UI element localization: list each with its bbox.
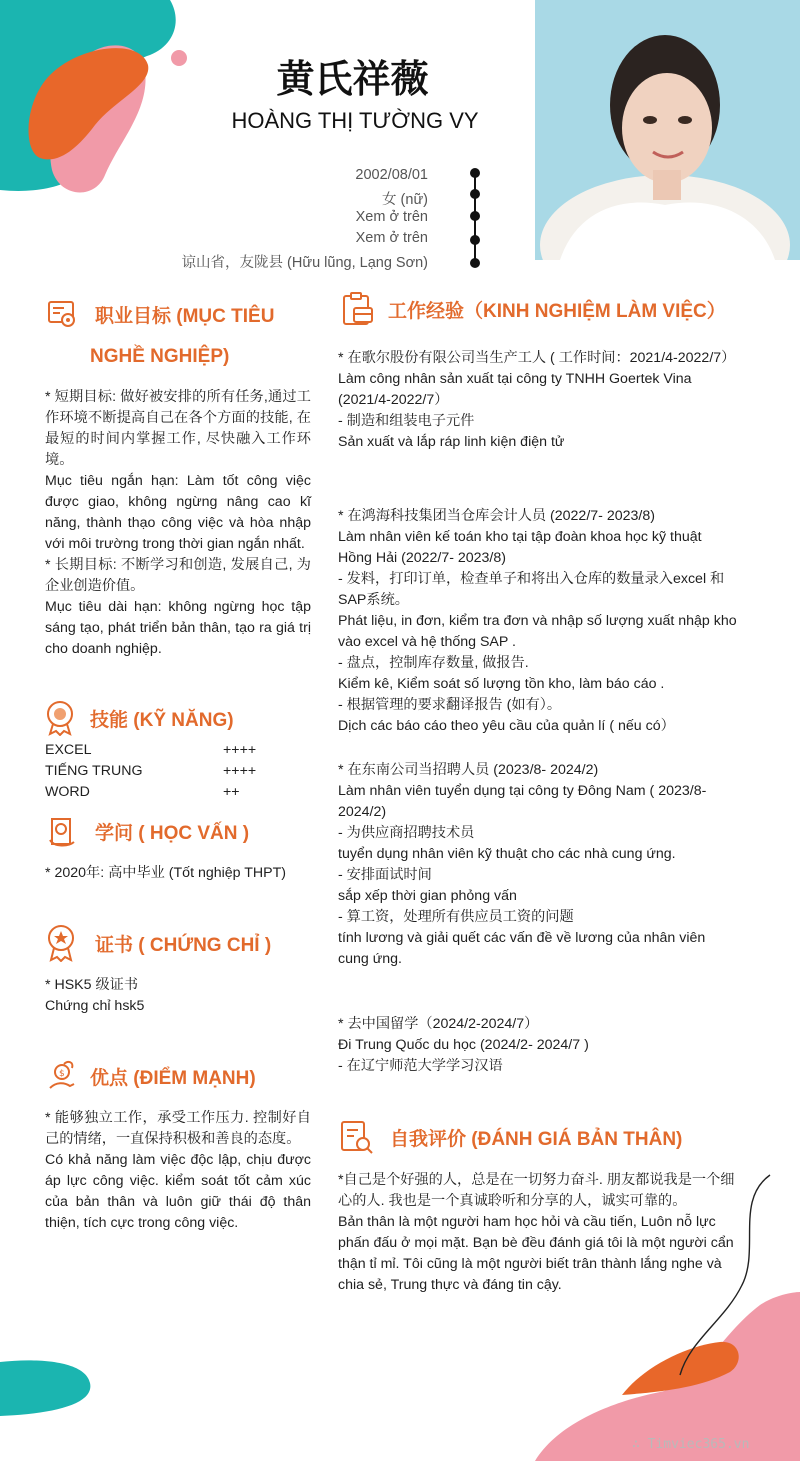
experience-job: * 在歌尔股份有限公司当生产工人 ( 工作时间：2021/4-2022/7） Làm công nhân sản xuất tại công ty TNHH Goertek Vina (2021/4-2022/7） - 制造和组装电子元件 Sản xuất và lắp ráp linh kiện điện tử xyxy=(338,350,736,450)
teal-blob-bottom xyxy=(0,1360,90,1416)
education-text: * 2020年: 高中毕业 (Tốt nghiệp THPT) xyxy=(45,865,287,881)
pink-dot xyxy=(171,50,187,66)
timeline-dot xyxy=(470,211,480,221)
self-review-icon xyxy=(338,1118,374,1156)
svg-text:$: $ xyxy=(59,1069,65,1079)
timeline-dot xyxy=(470,189,480,199)
experience-title: 工作经验（KINH NGHIỆM LÀM VIỆC） xyxy=(388,301,726,322)
info-email: Xem ở trên xyxy=(355,230,428,246)
info-birthdate: 2002/08/01 xyxy=(355,167,428,183)
skill-row: TIẾNG TRUNG ++++ xyxy=(45,763,257,779)
timeline-dot xyxy=(470,258,480,268)
briefcase-clipboard-icon xyxy=(340,290,376,328)
objective-title-line2: NGHỀ NGHIỆP) xyxy=(90,346,230,367)
skills-title: 技能 (KỸ NĂNG) xyxy=(90,710,234,731)
hand-coin-icon xyxy=(46,1058,78,1096)
strengths-text: * 能够独立工作，承受工作压力. 控制好自己的情绪，一直保持积极和善良的态度。 Có khả năng làm việc độc lập, chịu được áp lực công việc. kiểm soát tốt cảm xúc của bản thân và luôn giữ thái độ thân thiện, tích cực trong công việc. xyxy=(45,1110,311,1231)
certificate-medal-icon xyxy=(45,924,77,962)
timeline-dot xyxy=(470,168,480,178)
education-title: 学问 ( HỌC VẤN ) xyxy=(95,823,250,844)
info-address: 谅山省，友陇县 (Hữu lũng, Lạng Sơn) xyxy=(181,255,428,271)
timeline-dot xyxy=(470,235,480,245)
name-vietnamese: HOÀNG THỊ TƯỜNG VY xyxy=(231,108,479,133)
experience-job: * 去中国留学（2024/2-2024/7） Đi Trung Quốc du học (2024/2- 2024/7 ) - 在辽宁师范大学学习汉语 xyxy=(338,1016,589,1074)
self-evaluation-text: *自己是个好强的人，总是在一切努力奋斗. 朋友都说我是一个细心的人. 我也是一个真诚聆听和分享的人，诚实可靠的。 Bản thân là một người ham học hỏi và cầu tiến, Luôn nỗ lực phấn đấu ở mọi mặt. Bạn bè đều đánh giá tôi là một người cẩn thận tỉ mỉ. Tôi cũng là một người biết trân thành lắng nghe và chia sẻ, Trung thực và đáng tin cậy. xyxy=(338,1172,735,1293)
skill-row: WORD ++ xyxy=(45,784,240,800)
diploma-icon xyxy=(46,816,78,850)
strengths-title: 优点 (ĐIỂM MẠNH) xyxy=(90,1068,256,1089)
objective-title-line1: 职业目标 (MỤC TIÊU xyxy=(95,306,275,327)
certificates-title: 证书 ( CHỨNG CHỈ ) xyxy=(95,935,272,956)
experience-job: * 在鸿海科技集团当仓库会计人员 (2022/7- 2023/8) Làm nhân viên kế toán kho tại tập đoàn khoa học kỹ thuật Hồng Hải (2022/7- 2023/8) - 发料，打印订单，检查单子和将出入仓库的数量录入excel 和SAP系统。 Phát liệu, in đơn, kiểm tra đơn và nhập số lượng xuất nhập kho vào excel và hệ thống SAP . - 盘点，控制库存数量, 做报告. Kiểm kê, Kiểm soát số lượng tồn kho, làm báo cáo . - 根据管理的要求翻译报告 (如有）。 Dịch các báo cáo theo yêu cầu của quản lí ( nếu có） xyxy=(338,508,737,734)
name-chinese: 黄氏祥薇 xyxy=(276,57,429,101)
self-evaluation-title: 自我评价 (ĐÁNH GIÁ BẢN THÂN) xyxy=(390,1129,683,1150)
skill-row: EXCEL ++++ xyxy=(45,742,257,758)
watermark: ∴ Timviec365.vn xyxy=(632,1437,750,1452)
info-phone: Xem ở trên xyxy=(355,209,428,225)
profile-photo xyxy=(535,0,800,260)
experience-job: * 在东南公司当招聘人员 (2023/8- 2024/2) Làm nhân viên tuyển dụng tại công ty Đông Nam ( 2023/8- 2024/2) - 为供应商招聘技术员 tuyển dụng nhân viên kỹ thuật cho các nhà cung ứng. - 安排面试时间 sắp xếp thời gian phỏng vấn - 算工资，处理所有供应员工资的问题 tính lương và giải quết các vấn đề về lương của nhân viên cung ứng. xyxy=(338,762,707,967)
target-board-icon xyxy=(46,298,78,330)
skills-badge-icon xyxy=(44,700,76,736)
info-gender: 女 (nữ) xyxy=(382,192,428,208)
certificates-text: * HSK5 级证书 Chứng chỉ hsk5 xyxy=(45,977,145,1014)
objective-text: * 短期目标: 做好被安排的所有任务,通过工作环境不断提高自己在各个方面的技能, 在最短的时间内掌握工作, 尽快融入工作环境。 Mục tiêu ngắn hạn: Làm tốt công việc được giao, không ngừng nâng cao kĩ năng, thành thạo công việc và hòa nhập với môi trường trong thời gian ngắn nhất. * 长期目标: 不断学习和创造, 发展自己, 为企业创造价值。 Mục tiêu dài hạn: không ngừng học tập sáng tạo, phát triển bản thân, tạo ra giá trị cho doanh nghiệp. xyxy=(45,389,311,657)
